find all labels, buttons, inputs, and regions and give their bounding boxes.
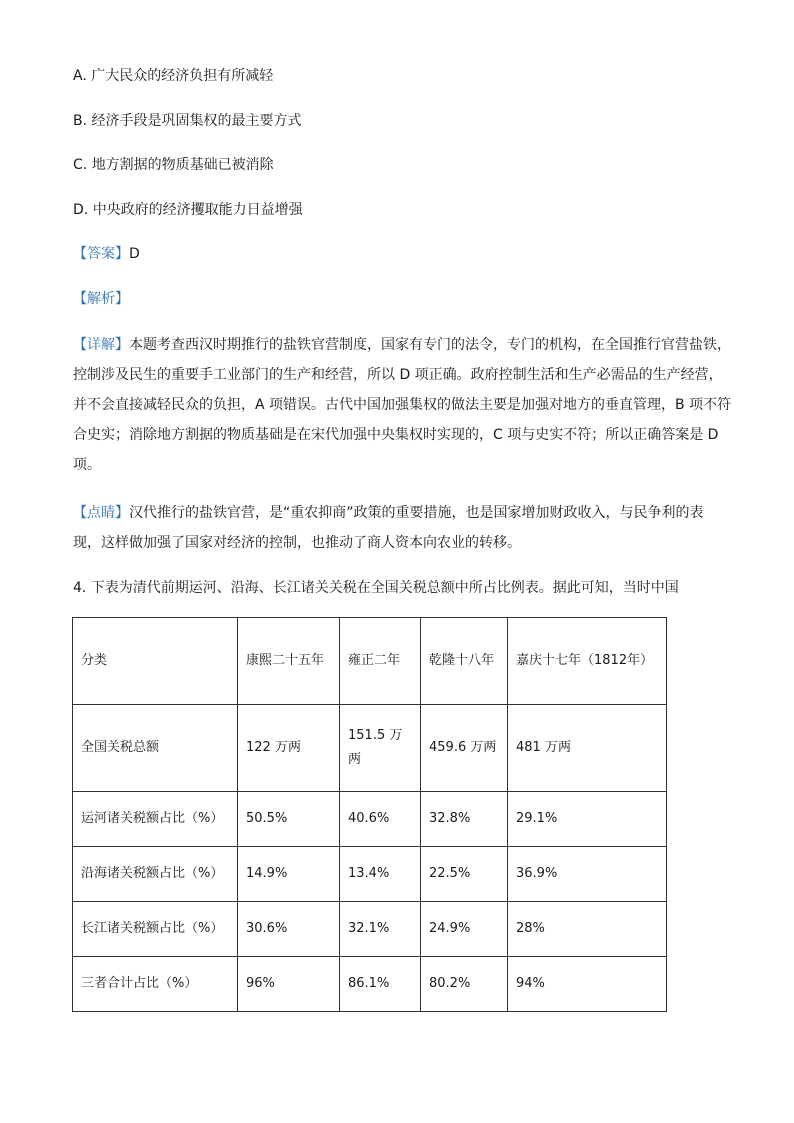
detail-line: 并不会直接减轻民众的负担，A 项错误。古代中国加强集权的做法主要是加强对地方的垂直管理，B 项不符 [73,397,732,413]
analysis-line [73,289,129,309]
table-cell: 28% [508,902,667,957]
option-letter: A. [73,68,87,84]
table-cell: 40.6% [340,792,421,847]
table-cell: 全国关税总额 [73,705,238,792]
option-a [73,66,273,86]
answer-line [73,244,140,264]
table-cell: 三者合计占比（%） [73,957,238,1012]
option-text: 经济手段是巩固集权的最主要方式 [91,113,302,129]
option-d [73,200,303,220]
option-letter: B. [73,113,88,129]
option-c [73,155,274,175]
table-cell: 459.6 万两 [421,705,508,792]
table-cell: 94% [508,957,667,1012]
table-cell: 29.1% [508,792,667,847]
comment-line: 【点睛】汉代推行的盐铁官营，是“重农抑商”政策的重要措施，也是国家增加财政收入，与民争利的表 [73,505,704,521]
comment-tag: 【点睛】 [73,505,129,521]
table-cell: 32.1% [340,902,421,957]
table-cell: 122 万两 [238,705,340,792]
table-row [73,705,667,792]
table-cell: 22.5% [421,847,508,902]
option-text: 广大民众的经济负担有所减轻 [91,68,274,84]
table-cell: 50.5% [238,792,340,847]
detail-line: 合史实；消除地方割据的物质基础是在宋代加强中央集权时实现的，C 项与史实不符；所以正确答案是 D [73,427,719,443]
option-letter: C. [73,157,88,173]
answer-value: D [129,246,140,262]
table-cell: 32.8% [421,792,508,847]
table-cell: 长江诸关税额占比（%） [73,902,238,957]
tax-table [72,617,667,1012]
detail-paragraph [73,330,741,480]
option-text: 地方割据的物质基础已被消除 [91,157,274,173]
table-cell: 96% [238,957,340,1012]
option-letter: D. [73,202,89,218]
table-cell: 运河诸关税额占比（%） [73,792,238,847]
table-row [73,957,667,1012]
table-cell: 86.1% [340,957,421,1012]
table-header-cell: 分类 [73,618,238,705]
table-row [73,792,667,847]
detail-line: 控制涉及民生的重要手工业部门的生产和经营，所以 D 项正确。政府控制生活和生产必需品的生产经营， [73,367,723,383]
table-row [73,902,667,957]
table-header-cell: 雍正二年 [340,618,421,705]
option-text: 中央政府的经济攫取能力日益增强 [92,202,303,218]
table-cell: 沿海诸关税额占比（%） [73,847,238,902]
answer-tag: 【答案】 [73,246,129,262]
table-header-cell: 嘉庆十七年（1812年） [508,618,667,705]
table-cell: 80.2% [421,957,508,1012]
table-header-cell: 乾隆十八年 [421,618,508,705]
comment-paragraph [73,498,741,558]
comment-line: 现，这样做加强了国家对经济的控制，也推动了商人资本向农业的转移。 [73,535,521,551]
table-header-cell: 康熙二十五年 [238,618,340,705]
table-cell: 24.9% [421,902,508,957]
table-cell: 36.9% [508,847,667,902]
detail-line: 【详解】本题考查西汉时期推行的盐铁官营制度，国家有专门的法令，专门的机构，在全国推行官营盐铁， [73,337,731,353]
detail-tag: 【详解】 [73,337,129,353]
table-cell: 151.5 万两 [340,705,421,792]
detail-line: 项。 [73,457,101,473]
table-cell: 14.9% [238,847,340,902]
option-b [73,111,302,131]
table-cell: 13.4% [340,847,421,902]
analysis-tag: 【解析】 [73,291,129,307]
question-4: 4. 下表为清代前期运河、沿海、长江诸关关税在全国关税总额中所占比例表。据此可知，当时中国 [73,580,679,596]
table-header-row [73,618,667,705]
table-cell: 30.6% [238,902,340,957]
table-cell: 481 万两 [508,705,667,792]
table-row [73,847,667,902]
